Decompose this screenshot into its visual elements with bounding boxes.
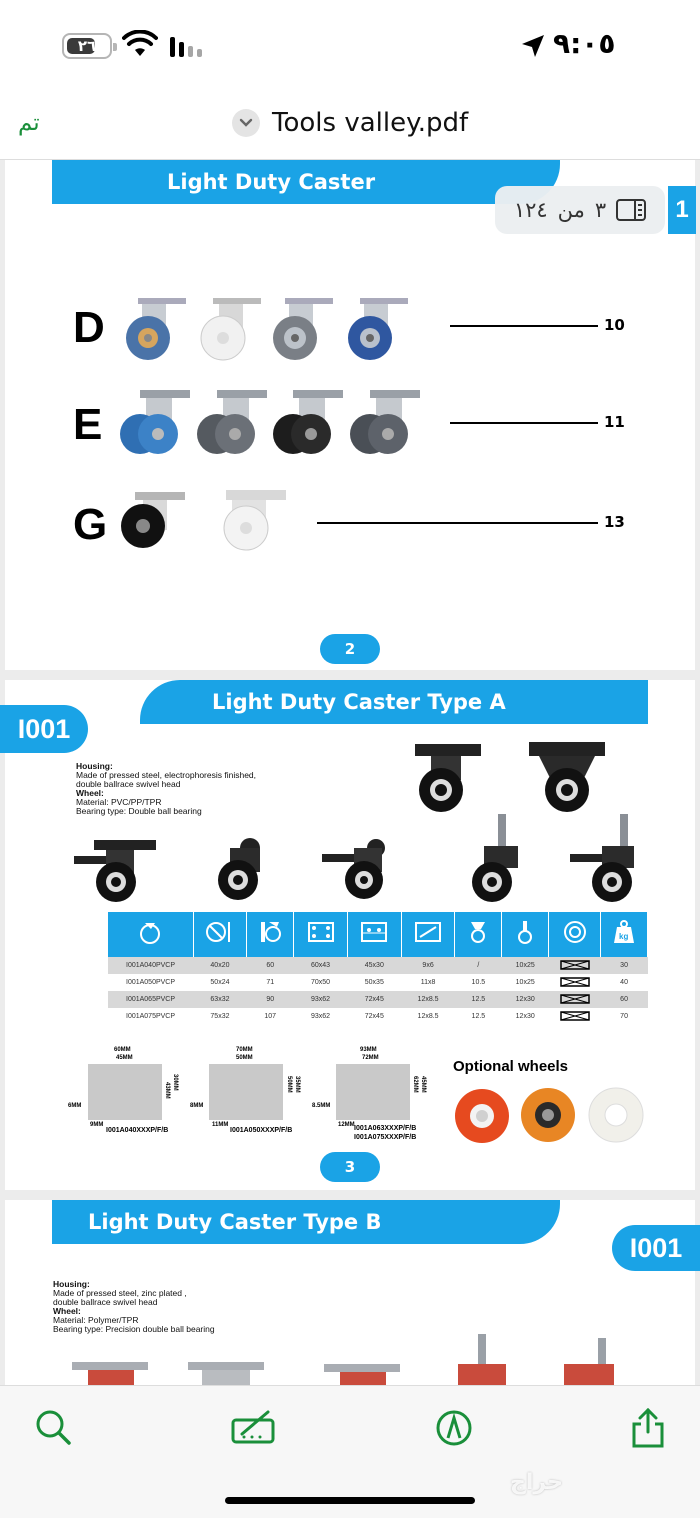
bearing-symbol-icon: [549, 1008, 601, 1025]
page-banner: Light Duty Caster: [52, 160, 560, 204]
caster-image: [218, 486, 292, 552]
wheel-diameter-icon: [193, 912, 247, 957]
annotate-pen-icon[interactable]: [434, 1406, 474, 1450]
caster-image: [452, 1332, 512, 1386]
share-icon[interactable]: [628, 1406, 668, 1450]
caster-image: [197, 388, 273, 456]
row-number: 10: [604, 316, 625, 334]
product-code-badge: I001: [0, 705, 88, 753]
leader-line: [450, 422, 598, 424]
page-indicator-sep: من: [557, 198, 585, 222]
page-indicator-current: ٣: [594, 198, 607, 222]
caster-image: [556, 1336, 618, 1386]
status-bar: [0, 0, 700, 90]
page-banner: Light Duty Caster Type B: [52, 1200, 560, 1244]
caster-image: [320, 838, 400, 902]
optional-wheels-title: Optional wheels: [453, 1058, 569, 1075]
page-indicator-total: ١٢٤: [513, 198, 548, 222]
status-time: ٩:٠٥: [553, 27, 616, 60]
table-row: I001A040PVCP 40x20 60 60x43 45x30 9x6 / 10x25 30: [108, 957, 648, 974]
caster-image: [68, 1360, 152, 1386]
wifi-icon: [122, 30, 158, 58]
caster-image: [273, 388, 349, 456]
home-indicator[interactable]: [225, 1497, 475, 1504]
sidebar-thumbnails-icon: [616, 199, 646, 221]
search-icon[interactable]: [34, 1406, 74, 1450]
offset-icon: [455, 912, 502, 957]
caster-image: [525, 740, 609, 814]
spec-text: Housing: Made of pressed steel, electrophoresis finished, double ballrace swivel head Wheel: Material: PVC/PP/TPR Bearing type: Double ball bearing: [76, 761, 257, 816]
chevron-down-icon: [232, 109, 260, 137]
watermark-logo: حراج: [510, 1470, 563, 1495]
caster-image: [117, 488, 189, 552]
table-row: I001A065PVCP 63x32 90 93x62 72x45 12x8.5 12.5 12x30 60: [108, 991, 648, 1008]
done-button[interactable]: تم: [18, 110, 40, 136]
caster-image: [267, 296, 337, 362]
leader-line: [450, 325, 598, 327]
spec-text: Housing: Made of pressed steel, zinc plated , double ballrace swivel head Wheel: Material: Polymer/TPR Bearing type: Precision double ball bearing: [53, 1279, 215, 1334]
table-row: I001A075PVCP 75x32 107 93x62 72x45 12x8.5 12.5 12x30 70: [108, 1008, 648, 1025]
product-code-badge: I001: [612, 1225, 700, 1271]
bolt-hole-icon: [401, 912, 455, 957]
bearing-symbol-icon: [549, 974, 601, 991]
caster-image: [350, 388, 426, 456]
stem-icon: [502, 912, 549, 957]
caster-image: [212, 836, 274, 904]
optional-wheel-red-image: [452, 1088, 512, 1144]
row-number: 13: [604, 513, 625, 531]
optional-wheel-orange-image: [518, 1086, 578, 1144]
document-title: Tools valley.pdf: [272, 108, 469, 138]
bearing-symbol-icon: [549, 957, 601, 974]
battery-icon: ٢٦: [62, 33, 112, 59]
height-icon: [247, 912, 294, 957]
row-number: 11: [604, 413, 625, 431]
page-number-badge: 3: [320, 1152, 380, 1182]
bearing-icon: [549, 912, 601, 957]
caster-image: [184, 1360, 268, 1386]
markup-icon[interactable]: [230, 1406, 278, 1450]
row-letter: E: [73, 400, 103, 449]
row-letter: D: [73, 303, 105, 352]
side-page-number: 1: [668, 186, 696, 234]
page-banner: Light Duty Caster Type A: [140, 680, 648, 724]
caster-image: [566, 812, 646, 906]
caster-image: [342, 296, 412, 362]
pdf-page-2: [5, 160, 695, 670]
caster-image: [320, 1362, 404, 1386]
caster-image: [120, 388, 196, 456]
signal-icon: [170, 37, 202, 57]
caster-image: [120, 296, 190, 362]
weight-kg-icon: [601, 912, 648, 957]
wheel-icon: [108, 912, 193, 957]
optional-wheel-white-image: [586, 1086, 646, 1144]
nav-bar: [0, 90, 700, 160]
caster-image: [72, 838, 162, 906]
leader-line: [317, 522, 598, 524]
bearing-symbol-icon: [549, 991, 601, 1008]
page-number-badge: 2: [320, 634, 380, 664]
table-row: I001A050PVCP 50x24 71 70x50 50x35 11x8 10.5 10x25 40: [108, 974, 648, 991]
page-indicator[interactable]: [495, 186, 665, 234]
row-letter: G: [73, 500, 108, 549]
location-arrow-icon: [520, 33, 546, 59]
document-title-menu[interactable]: [232, 108, 468, 138]
spec-table: [108, 912, 648, 1025]
plate-size-icon: [294, 912, 348, 957]
caster-image: [195, 296, 265, 362]
caster-image: [462, 812, 530, 906]
caster-image: [405, 742, 485, 814]
hole-spacing-icon: [347, 912, 401, 957]
svg-text:kg: kg: [619, 932, 629, 941]
